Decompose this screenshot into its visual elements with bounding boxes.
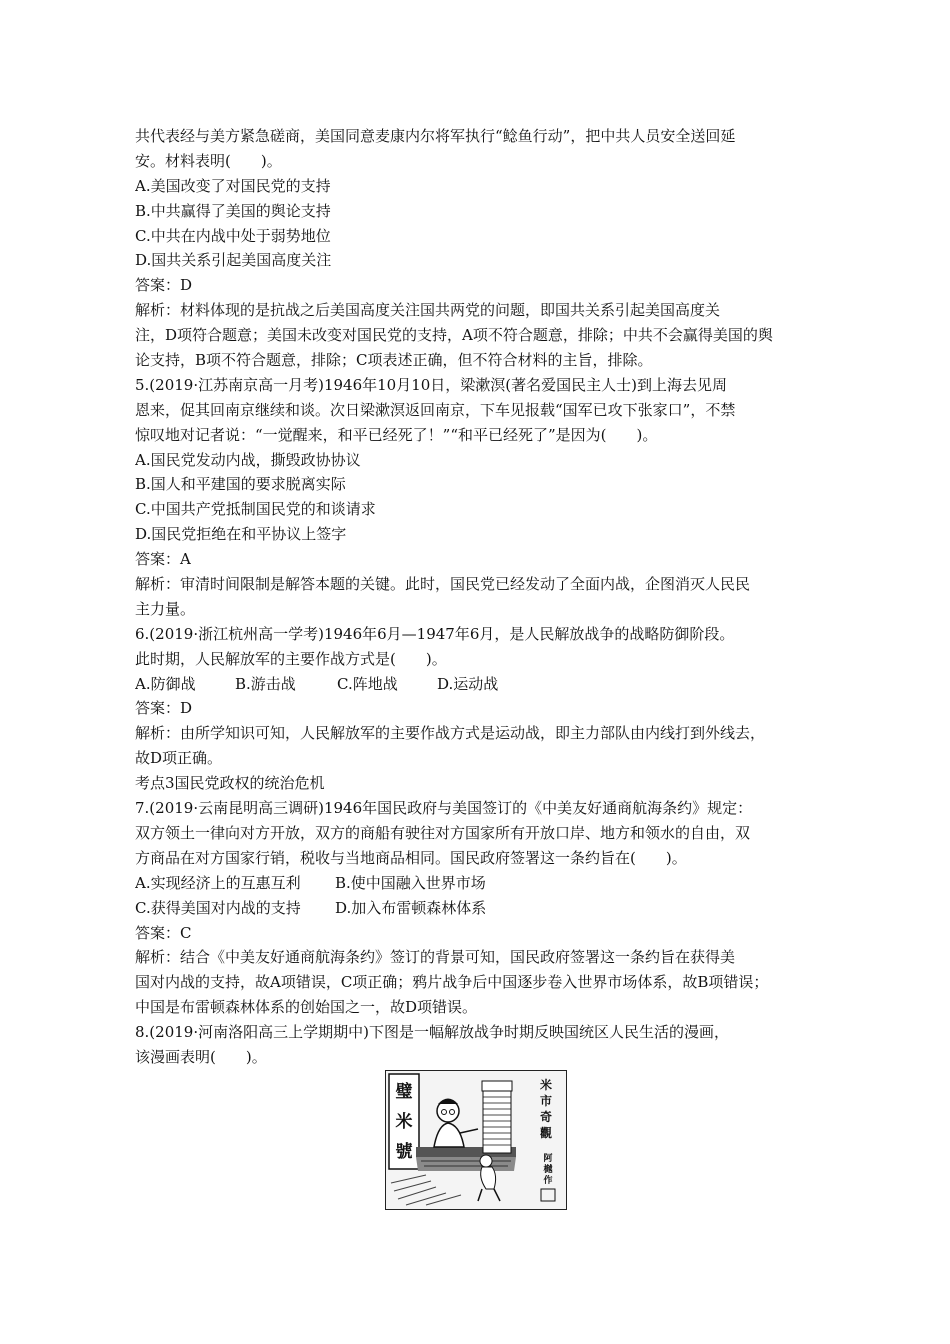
q4-analysis-2: 注，D项符合题意；美国未改变对国民党的支持，A项不符合题意，排除；中共不会赢得美国的舆 (135, 326, 773, 345)
q5-analysis-2: 主力量。 (135, 599, 196, 618)
q5-answer: 答案：A (135, 550, 191, 569)
shop-sign-char-2: 米 (395, 1112, 413, 1132)
q8-line-1: 8.(2019·河南洛阳高三上学期期中)下图是一幅解放战争时期反映国统区人民生活的漫画， (135, 1023, 729, 1042)
q7-option-c: C.获得美国对内战的支持 (135, 898, 301, 917)
q4-line-2: 安。材料表明( )。 (135, 151, 282, 170)
author-char-3: 作 (543, 1176, 553, 1186)
q7-options-row-2 (135, 896, 825, 921)
q5-line-1: 5.(2019·江苏南京高一月考)1946年10月10日，梁漱溟(著名爱国民主人士)到上海去见周 (135, 375, 728, 394)
q5-line-2: 恩来，促其回南京继续和谈。次日梁漱溟返回南京，下车见报载“国军已攻下张家口”，不禁 (135, 400, 736, 419)
q6-analysis-1: 解析：由所学知识可知，人民解放军的主要作战方式是运动战，即主力部队由内线打到外线去， (135, 724, 766, 743)
q6-option-b: B.游击战 (235, 674, 296, 693)
q6-options-row (135, 672, 825, 697)
q7-answer: 答案：C (135, 923, 192, 942)
q5-option-a: A.国民党发动内战，撕毁政协协议 (135, 450, 361, 469)
q7-analysis-2: 国对内战的支持，故A项错误，C项正确；鸦片战争后中国逐步卷入世界市场体系，故B项错误； (135, 973, 769, 992)
q7-line-1: 7.(2019·云南昆明高三调研)1946年国民政府与美国签订的《中美友好通商航海条约》规定： (135, 799, 753, 818)
q4-option-b: B.中共赢得了美国的舆论支持 (135, 201, 331, 220)
section-heading: 考点3国民党政权的统治危机 (135, 774, 325, 793)
q4-line-1: 共代表经与美方紧急磋商，美国同意麦康内尔将军执行“鲶鱼行动”，把中共人员安全送回延 (135, 127, 736, 145)
counter-front (416, 1157, 516, 1171)
q6-answer: 答案：D (135, 699, 193, 718)
q5-option-b: B.国人和平建国的要求脱离实际 (135, 475, 346, 494)
shop-sign-char-1: 璧 (395, 1082, 413, 1102)
author-char-1: 阿 (543, 1154, 553, 1164)
q5-option-d: D.国民党拒绝在和平协议上签字 (135, 525, 347, 544)
q6-line-1: 6.(2019·浙江杭州高一学考)1946年6月—1947年6月，是人民解放战争的战略防御阶段。 (135, 624, 735, 643)
q7-option-b: B.使中国融入世界市场 (335, 873, 486, 892)
q4-analysis-3: 论支持，B项不符合题意，排除；C项表述正确，但不符合材料的主旨，排除。 (135, 351, 653, 370)
shop-sign-char-3: 號 (395, 1142, 413, 1162)
side-caption-char-4: 觀 (539, 1126, 553, 1140)
money-stack (483, 1091, 511, 1153)
q6-analysis-2: 故D项正确。 (135, 749, 223, 768)
q4-option-c: C.中共在内战中处于弱势地位 (135, 226, 331, 245)
q7-line-2: 双方领土一律向对方开放，双方的商船有驶往对方国家所有开放口岸、地方和领水的自由，双 (135, 823, 751, 842)
q7-analysis-3: 中国是布雷顿森林体系的创始国之一，故D项错误。 (135, 998, 478, 1017)
q4-answer: 答案：D (135, 276, 193, 295)
q6-option-a: A.防御战 (135, 674, 196, 693)
q4-option-a: A.美国改变了对国民党的支持 (135, 176, 331, 195)
q6-line-2: 此时期，人民解放军的主要作战方式是( )。 (135, 649, 447, 668)
q5-line-3: 惊叹地对记者说：“一觉醒来，和平已经死了！”“和平已经死了”是因为( )。 (135, 425, 658, 444)
document-body (135, 124, 825, 1070)
q4-analysis-1: 解析：材料体现的是抗战之后美国高度关注国共两党的问题，即国共关系引起美国高度关 (135, 301, 721, 320)
q7-option-a: A.实现经济上的互惠互利 (135, 873, 301, 892)
q6-option-c: C.阵地战 (337, 674, 398, 693)
q6-option-d: D.运动战 (437, 674, 499, 693)
q7-options-row-1 (135, 871, 825, 896)
side-caption-char-2: 市 (539, 1094, 553, 1108)
q7-option-d: D.加入布雷顿森林体系 (335, 898, 487, 917)
side-caption-char-1: 米 (539, 1078, 553, 1092)
q5-analysis-1: 解析：审清时间限制是解答本题的关键。此时，国民党已经发动了全面内战，企图消灭人民民 (135, 575, 751, 594)
q8-line-2: 该漫画表明( )。 (135, 1047, 267, 1066)
q7-analysis-1: 解析：结合《中美友好通商航海条约》签订的背景可知，国民政府签署这一条约旨在获得美 (135, 948, 736, 967)
money-stack-top (482, 1081, 512, 1091)
q5-option-c: C.中国共产党抵制国民党的和谈请求 (135, 500, 376, 519)
cartoon-image (385, 1070, 567, 1210)
cartoon-drawing (386, 1071, 566, 1209)
side-caption-char-3: 奇 (539, 1110, 553, 1124)
q4-option-d: D.国共关系引起美国高度关注 (135, 251, 332, 270)
q7-line-3: 方商品在对方国家行销，税收与当地商品相同。国民政府签署这一条约旨在( )。 (135, 848, 687, 867)
author-char-2: 樾 (543, 1165, 553, 1175)
buyer-head (480, 1155, 492, 1167)
